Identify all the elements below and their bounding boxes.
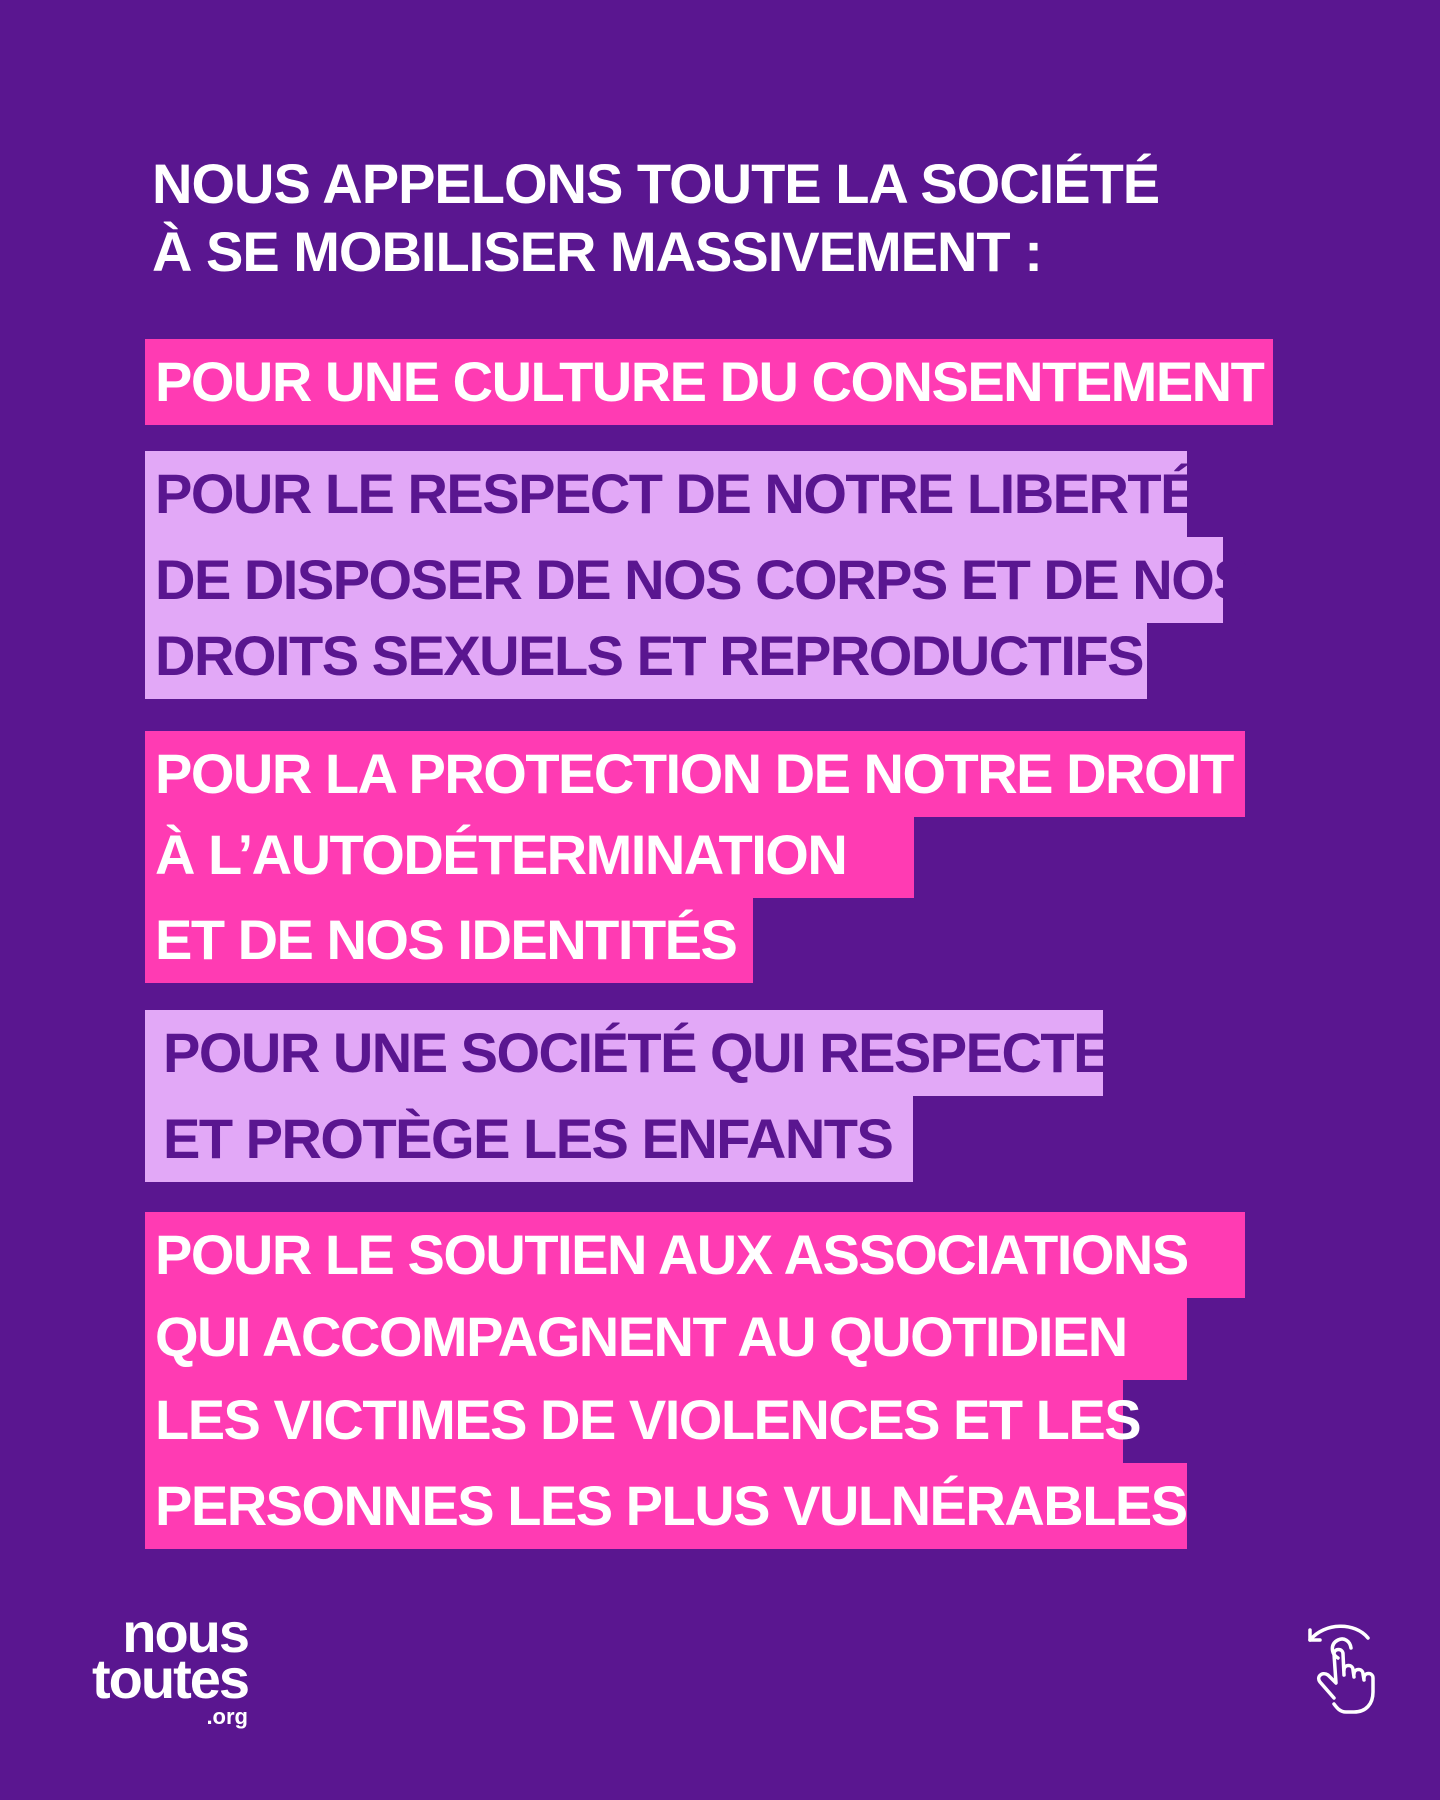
- slogan-1-line-1: POUR UNE CULTURE DU CONSENTEMENT: [145, 339, 1273, 425]
- headline-line-2: À SE MOBILISER MASSIVEMENT :: [152, 220, 1042, 283]
- slogan-3-line-2: À L’AUTODÉTERMINATION: [145, 812, 914, 898]
- logo-word-toutes: toutes: [92, 1647, 248, 1710]
- headline: [152, 150, 1159, 286]
- slogan-2-line-2: DE DISPOSER DE NOS CORPS ET DE NOS: [145, 537, 1223, 623]
- slogan-5-line-1: POUR LE SOUTIEN AUX ASSOCIATIONS: [145, 1212, 1245, 1298]
- noustoutes-logo: [66, 1601, 266, 1729]
- slogan-2-line-3: DROITS SEXUELS ET REPRODUCTIFS: [145, 613, 1147, 699]
- slogan-5-line-4: PERSONNES LES PLUS VULNÉRABLES: [145, 1463, 1187, 1549]
- slogan-3-line-3: ET DE NOS IDENTITÉS: [145, 897, 753, 983]
- logo-word-nous: nous: [122, 1601, 248, 1664]
- logo-domain: .org: [206, 1704, 248, 1729]
- slogan-5-line-3: LES VICTIMES DE VIOLENCES ET LES: [145, 1377, 1123, 1463]
- slogan-3-line-1: POUR LA PROTECTION DE NOTRE DROIT: [145, 731, 1245, 817]
- slogan-4-line-2: ET PROTÈGE LES ENFANTS: [145, 1096, 913, 1182]
- slogan-2-line-1: POUR LE RESPECT DE NOTRE LIBERTÉ: [145, 451, 1187, 537]
- slogan-5-line-2: QUI ACCOMPAGNENT AU QUOTIDIEN: [145, 1294, 1187, 1380]
- swipe-hand-icon: [1300, 1620, 1390, 1720]
- slogan-4-line-1: POUR UNE SOCIÉTÉ QUI RESPECTE: [145, 1010, 1103, 1096]
- headline-line-1: NOUS APPELONS TOUTE LA SOCIÉTÉ: [152, 152, 1160, 215]
